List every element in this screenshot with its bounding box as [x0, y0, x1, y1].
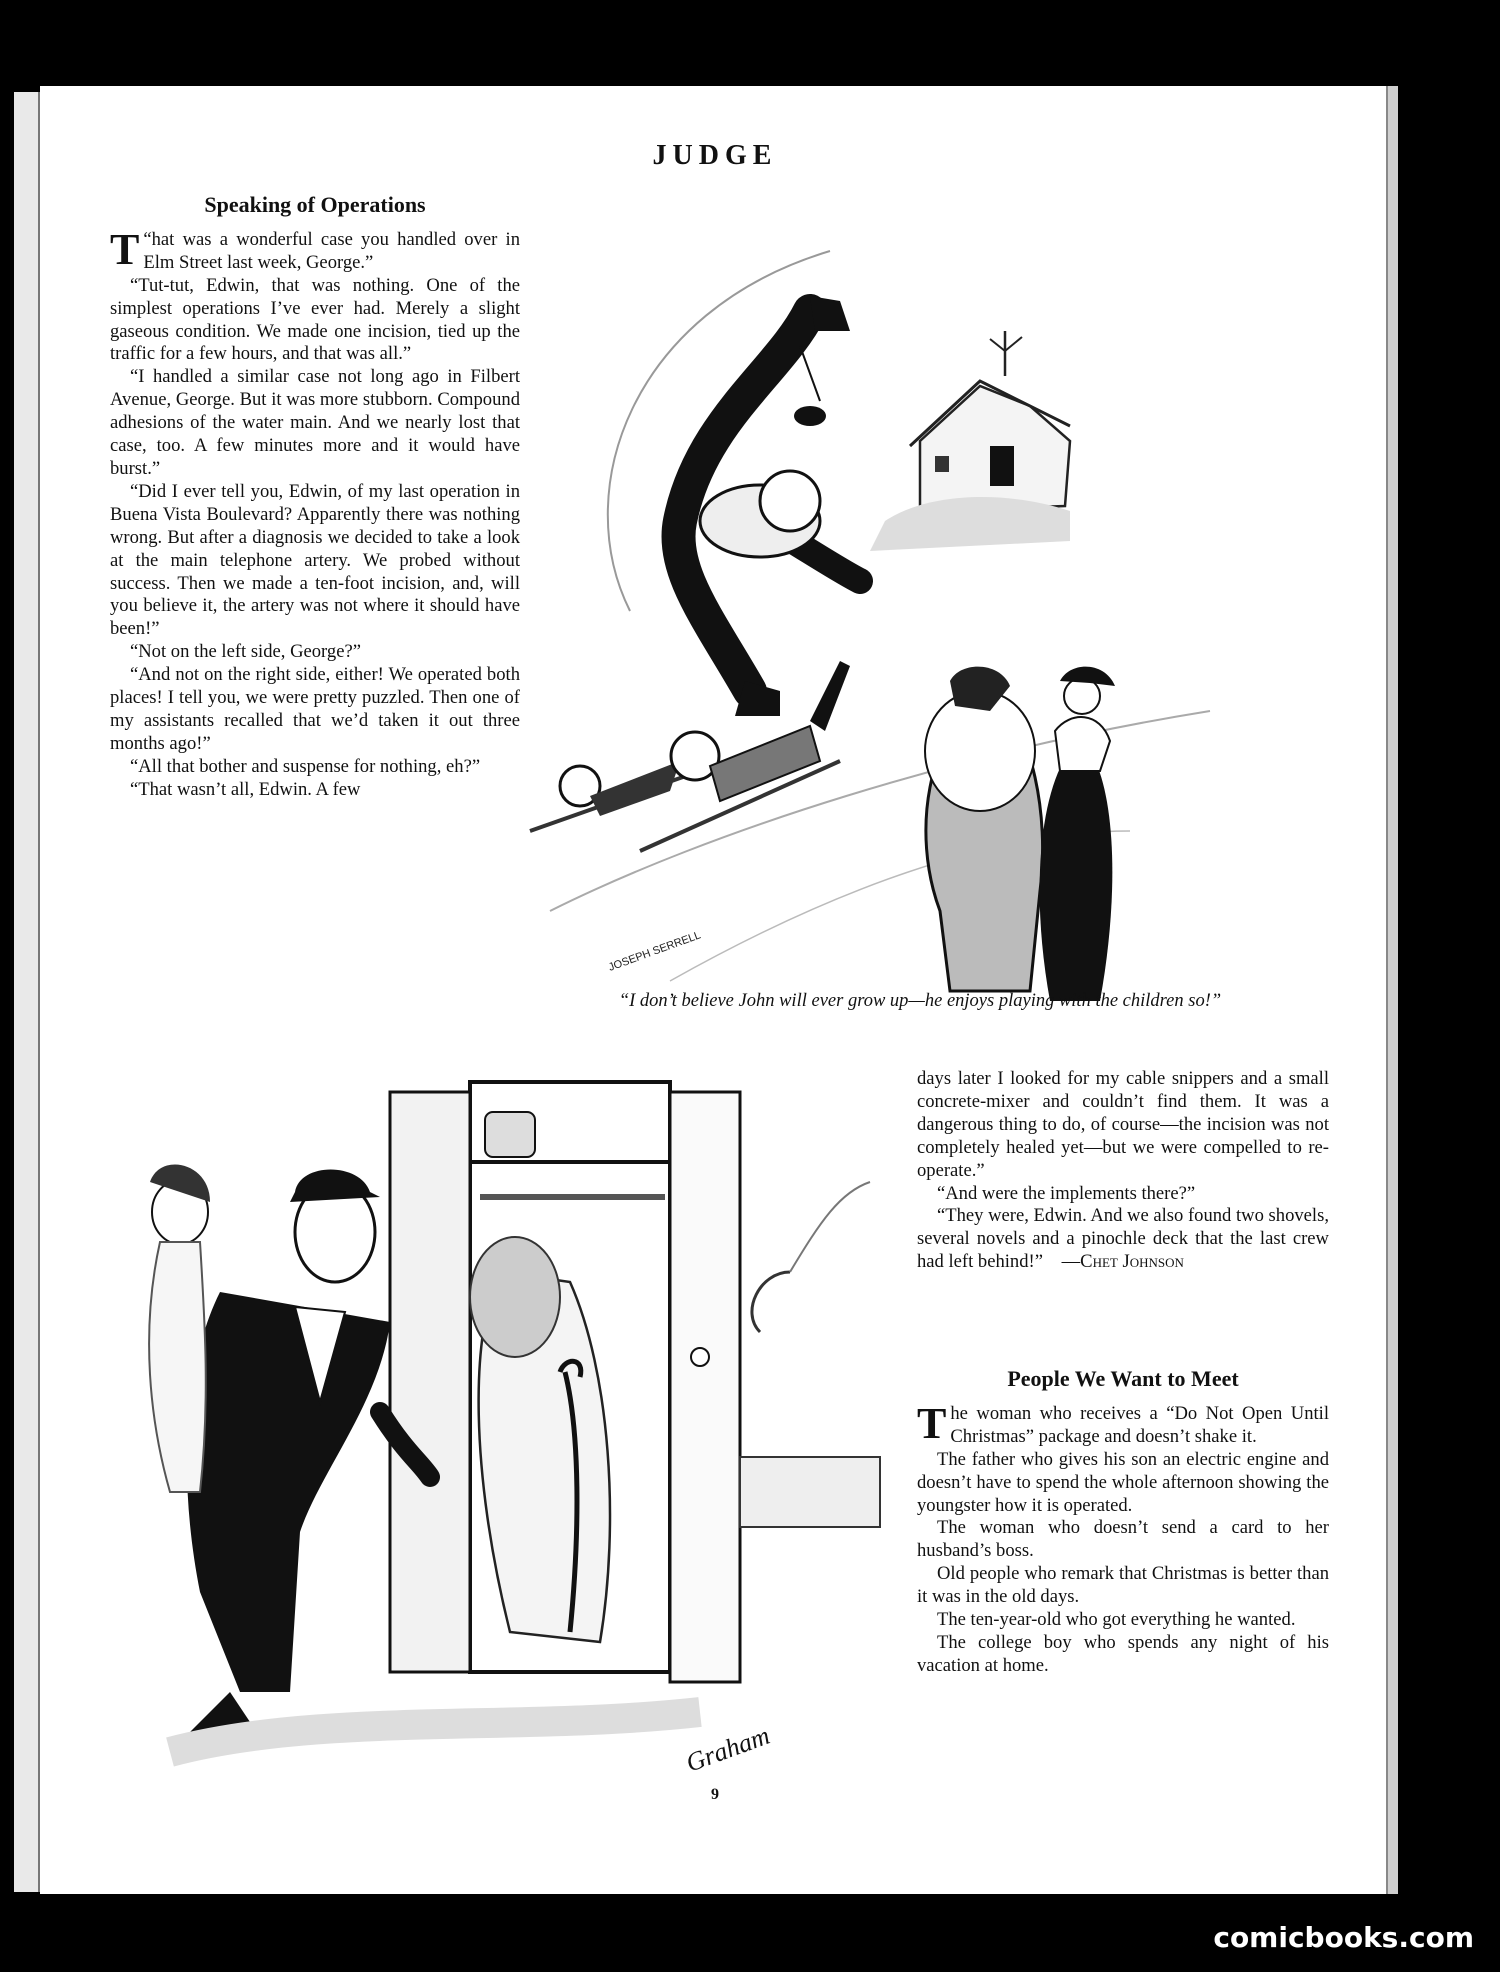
article-paragraph: The father who gives his son an electric engine and doesn’t have to spend the whole afternoon showing the youngster how it is operated.	[917, 1448, 1329, 1516]
page-spine-edge	[1386, 86, 1398, 1894]
dropcap: T	[917, 1398, 947, 1448]
masthead: JUDGE	[652, 140, 778, 171]
sledding-children	[530, 661, 850, 851]
article-author: —Chet Johnson	[1061, 1251, 1184, 1273]
article-paragraph: “Did I ever tell you, Edwin, of my last operation in Buena Vista Boulevard? Apparently there was nothing wrong. But after a diagnosis we decided to take a look at the main telephone artery. We probed without success. Then we made a ten-foot incision, and, will you believe it, the artery was not where it should have been!”	[110, 480, 520, 640]
article-paragraph: The woman who doesn’t send a card to her husband’s boss.	[917, 1517, 1329, 1562]
article-paragraph: The woman who receives a “Do Not Open Until Christmas” package and doesn’t shake it.	[917, 1398, 1329, 1448]
top-cartoon-caption: “I don’t believe John will ever grow up—he enjoys playing with the children so!”	[618, 991, 1222, 1011]
article-people	[917, 1368, 1329, 1678]
source-watermark: comicbooks.com	[1213, 1921, 1474, 1954]
article-paragraph: “And not on the right side, either! We operated both places! I tell you, we were pretty puzzled. Then one of my assistants recalled that we’d taken it out three months ago!”	[110, 664, 520, 754]
article-paragraph: “Tut-tut, Edwin, that was nothing. One of the simplest operations I’ve ever had. Merely a slight gaseous condition. We made one incision, tied up the traffic for a few hours, and that was all.”	[110, 274, 520, 365]
two-women	[925, 667, 1115, 1001]
sledding-cartoon-illustration	[510, 191, 1300, 1071]
falling-man	[678, 296, 860, 716]
article-paragraph: Old people who remark that Christmas is better than it was in the old days.	[917, 1563, 1329, 1608]
article-paragraph: “All that bother and suspense for nothing, eh?”	[130, 755, 481, 777]
open-quote: “	[143, 228, 152, 250]
dropcap: T	[110, 224, 140, 274]
article-operations-title: Speaking of Operations	[204, 192, 426, 217]
article-paragraph: days later I looked for my cable snippers and a small concrete-mixer and couldn’t find them. It was a dangerous thing to do, of course—the incision was not completely healed yet—but we were compelled to re-operate.”	[917, 1068, 1329, 1181]
article-paragraph: “Not on the left side, George?”	[130, 641, 361, 663]
previous-page-edge	[14, 92, 40, 1892]
article-operations	[110, 194, 520, 802]
article-paragraph: “They were, Edwin. And we also found two shovels, several novels and a pinochle deck that the last crew had left behind!” —Chet Johnson	[917, 1205, 1329, 1273]
article-paragraph: “That wasn’t all, Edwin. A few	[130, 778, 361, 800]
article-paragraph: “And were the implements there?”	[937, 1182, 1196, 1204]
top-cartoon-signature: JOSEPH SERRELL	[606, 929, 703, 974]
article-operations-continuation	[917, 1068, 1329, 1274]
article-paragraph: The college boy who spends any night of his vacation at home.	[917, 1631, 1329, 1676]
article-paragraph: The ten-year-old who got everything he wanted.	[937, 1609, 1296, 1631]
magazine-page	[40, 86, 1390, 1894]
bottom-cartoon-signature: Graham	[682, 1720, 774, 1778]
woman-background	[149, 1165, 210, 1492]
article-paragraph: “I handled a similar case not long ago in Filbert Avenue, George. But it was more stubborn. Compound adhesions of the water main. And we nearly lost that case, too. A few minutes more and it would have burst.”	[110, 366, 520, 479]
article-people-title: People We Want to Meet	[1007, 1366, 1239, 1391]
closet-cartoon-illustration	[120, 1072, 910, 1842]
snow-house	[870, 331, 1070, 551]
page-number: 9	[711, 1786, 719, 1803]
article-paragraph: “ T hat was a wonderful case you handled over in Elm Street last week, George.”	[110, 224, 520, 274]
